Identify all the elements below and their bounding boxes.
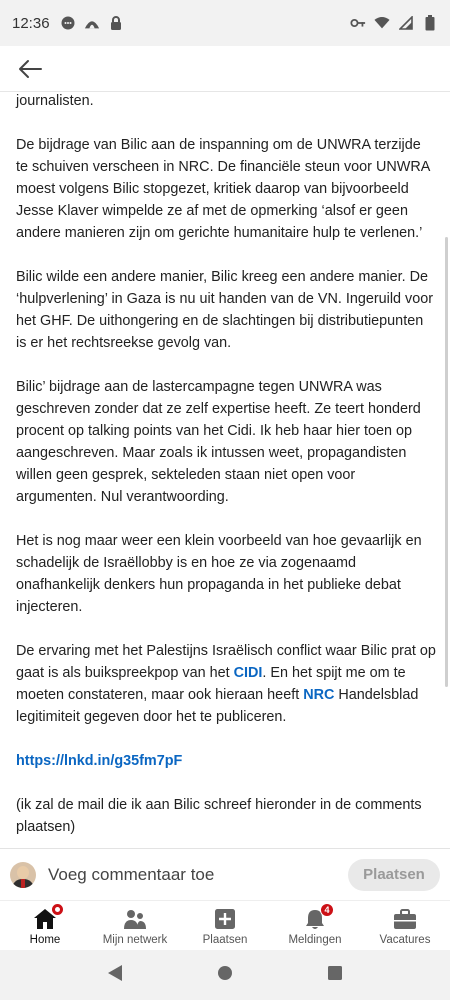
nav-label-notifications: Meldingen bbox=[288, 934, 342, 946]
nrc-link[interactable]: NRC bbox=[303, 687, 335, 703]
back-arrow-icon bbox=[17, 59, 43, 79]
status-system-icons bbox=[350, 15, 438, 31]
post-content[interactable] bbox=[0, 92, 450, 836]
scrollbar[interactable] bbox=[445, 237, 448, 687]
key-icon bbox=[350, 15, 366, 31]
nav-item-network[interactable] bbox=[90, 901, 180, 950]
post-paragraph-2: De bijdrage van Bilic aan de inspanning om de UNWRA terzijde te schuiven verscheen in NRC. De financiële steun voor UNWRA moest volgens Bilic stopgezet, kritiek daarop van bijvoorbeeld Jesse Klaver wimpelde ze af met de opmerking ‘alsof er geen andere manieren zijn om gerichte humanitaire hulp te verlenen.’ bbox=[16, 137, 430, 241]
post-paragraph-6 bbox=[16, 640, 436, 728]
post-paragraph-4: Bilic’ bijdrage aan de lastercampagne tegen UNWRA was geschreven zonder dat ze zelf expertise heeft. Ze teert honderd procent op talking points van het Cidi. Ik heb haar hier toen op aangeschreven. Maar zoals ik intussen weet, propagandisten willen geen gesprek, sekteleden staan niet open voor argumenten. Nul verantwoording. bbox=[16, 379, 421, 505]
notifications-badge: 4 bbox=[320, 903, 334, 917]
plus-square-icon bbox=[212, 907, 238, 931]
post-closing: (ik zal de mail die ik aan Bilic schreef hieronder in de comments plaatsen) bbox=[16, 797, 422, 835]
system-navigation-bar bbox=[0, 950, 450, 1000]
briefcase-icon bbox=[392, 907, 418, 931]
comment-bar bbox=[0, 848, 450, 900]
post-paragraph-3: Bilic wilde een andere manier, Bilic kreeg een andere manier. De ‘hulpverlening’ in Gaza is nu uit handen van de VN. Ingeruild voor het GHF. De uithongering en de slachtingen bij distributiepunten is er het rechtsreekse gevolg van. bbox=[16, 269, 434, 351]
mountain-icon bbox=[84, 15, 100, 31]
para6-text-1: De ervaring met het Palestijns Israëlisch conflict waar Bilic prat op gaat is als buikspreekpop van het bbox=[16, 643, 436, 681]
nav-label-home: Home bbox=[29, 934, 61, 946]
back-button[interactable] bbox=[14, 53, 46, 85]
status-notification-icons bbox=[60, 15, 124, 31]
nav-item-post[interactable] bbox=[180, 901, 270, 950]
bottom-nav bbox=[0, 900, 450, 950]
system-back-button[interactable] bbox=[107, 964, 123, 987]
nav-label-post: Plaatsen bbox=[202, 934, 248, 946]
chat-bubble-icon bbox=[60, 15, 76, 31]
status-time: 12:36 bbox=[12, 14, 50, 32]
system-home-button[interactable] bbox=[217, 965, 233, 986]
nav-item-home[interactable] bbox=[0, 901, 90, 950]
nav-item-jobs[interactable] bbox=[360, 901, 450, 950]
network-icon bbox=[122, 907, 148, 931]
wifi-icon bbox=[374, 15, 390, 31]
post-url-link[interactable]: https://lnkd.in/g35fm7pF bbox=[16, 753, 183, 769]
para6-text-2: . En het spijt me om te moeten constateren, maar ook hieraan heeft bbox=[16, 665, 406, 703]
para6-text-3: Handelsblad legitimiteit gegeven door het te publiceren. bbox=[16, 687, 419, 725]
cidi-link[interactable]: CIDI bbox=[233, 665, 263, 681]
app-bar bbox=[0, 46, 450, 92]
post-comment-button[interactable]: Plaatsen bbox=[348, 859, 440, 891]
comment-input[interactable]: Voeg commentaar toe bbox=[48, 864, 215, 884]
avatar bbox=[10, 862, 36, 888]
circle-home-icon bbox=[217, 965, 233, 981]
cellular-signal-icon bbox=[398, 15, 414, 31]
lock-icon bbox=[108, 15, 124, 31]
post-paragraph-5: Het is nog maar weer een klein voorbeeld van hoe gevaarlijk en schadelijk de Israëllobby is en hoe ze via zogenaamd onafhankelijk denkers hun propaganda in het publieke debat injecteren. bbox=[16, 533, 422, 615]
system-recents-button[interactable] bbox=[327, 965, 343, 986]
home-badge bbox=[51, 903, 64, 916]
nav-item-notifications[interactable] bbox=[270, 901, 360, 950]
post-paragraph-1: journalisten. bbox=[16, 93, 94, 109]
nav-label-network: Mijn netwerk bbox=[102, 934, 168, 946]
post-text bbox=[16, 92, 436, 836]
status-bar bbox=[0, 0, 450, 46]
battery-icon bbox=[422, 15, 438, 31]
post-url-paragraph bbox=[16, 750, 436, 772]
square-recents-icon bbox=[327, 965, 343, 981]
triangle-back-icon bbox=[107, 964, 123, 982]
nav-label-jobs: Vacatures bbox=[379, 934, 431, 946]
home-icon bbox=[32, 907, 58, 931]
bell-icon bbox=[302, 907, 328, 931]
